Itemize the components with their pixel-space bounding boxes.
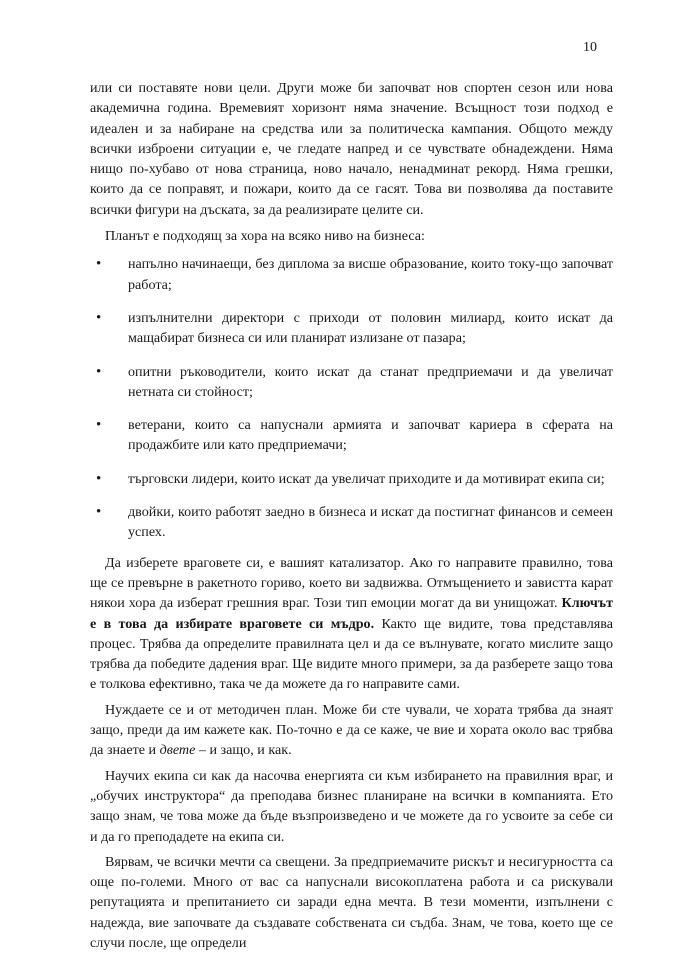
paragraph-3-text: Да изберете враговете си, е вашият катализатор. Ако го направите правилно, това ще се превърне в ракетното гориво, което ви задвижва. Отмъщението и завистта карат някои хора да изберат грешния враг. Този тип емоции могат да ви унищожат.: [90, 554, 613, 612]
paragraph-6: Вярвам, че всички мечти са свещени. За предприемачите рискът и несигурността са още по-големи. Много от вас са напуснали високоплатена работа и са рискували репутацията и препитанието си заради една мечта. В тези моменти, изпълнени с надежда, вие започвате да създавате собствената си съдба. Знам, че това, което ще се случи после, ще определи: [90, 853, 613, 951]
list-item: • търговски лидери, които искат да увеличат приходите и да мотивират екипа си;: [128, 469, 613, 489]
page-body: [90, 78, 613, 953]
paragraph-3-emphasis: Ключът е в това да избирате враговете си мъдро.: [90, 595, 613, 632]
paragraph-1: или си поставяте нови цели. Други може би започват нов спортен сезон или нова академична година. Времевият хоризонт няма значение. Всъщност този подход е идеален и за набиране на средства или за политическа кампания. Общото между всички изброени ситуации е, че гледате напред и се чувствате обнадеждени. Няма нищо по-хубаво от нова страница, ново начало, ненадминат рекорд. Няма грешки, които да се поправят, и пожари, които да се гасят. Това ви позволява да поставите всички фигури на дъската, за да реализирате целите си.: [90, 80, 613, 218]
paragraph-4-continuation: – и защо, и как.: [195, 742, 292, 759]
paragraph-4: [90, 700, 613, 761]
list-item: • ветерани, които са напуснали армията и започват кариера в сферата на продажбите или като предприемачи;: [128, 415, 613, 456]
list-item: • двойки, които работят заедно в бизнеса и искат да постигнат финансов и семеен успех.: [128, 502, 613, 543]
paragraph-4-text: Нуждаете се и от методичен план. Може би сте чували, че хората трябва да знаят защо, преди да им кажете как. По-точно е да се каже, че вие и хората около вас трябва да знаете и: [90, 701, 613, 759]
paragraph-2: Планът е подходящ за хора на всяко ниво на бизнеса:: [105, 228, 425, 245]
paragraph-3-continuation: Както ще видите, това представлява процес. Трябва да определите правилната цел и да се вълнувате, когато мислите защо трябва да победите дадения враг. Ще видите много примери, за да разберете защо това е толкова ефективно, така че да можете да го направите сами.: [90, 615, 613, 693]
bullet-list: [90, 254, 613, 542]
list-item: • напълно начинаещи, без диплома за висше образование, които току-що започват работа;: [128, 254, 613, 295]
paragraph-3: [90, 553, 613, 695]
paragraph-4-italic: двете: [159, 742, 196, 759]
page-number: 10: [583, 40, 597, 55]
paragraph-5: Научих екипа си как да насочва енергията си към избирането на правилния враг, и „обучих инструктора“ да преподава бизнес планиране на всички в компанията. Ето защо знам, че това може да бъде възпроизведено и че можете да го усвоите за себе си и да го преподадете на екипа си.: [90, 767, 613, 845]
list-item: • опитни ръководители, които искат да станат предприемачи и да увеличат нетната си стойност;: [128, 362, 613, 403]
list-item: • изпълнителни директори с приходи от половин милиард, които искат да мащабират бизнеса си или планират излизане от пазара;: [128, 308, 613, 349]
